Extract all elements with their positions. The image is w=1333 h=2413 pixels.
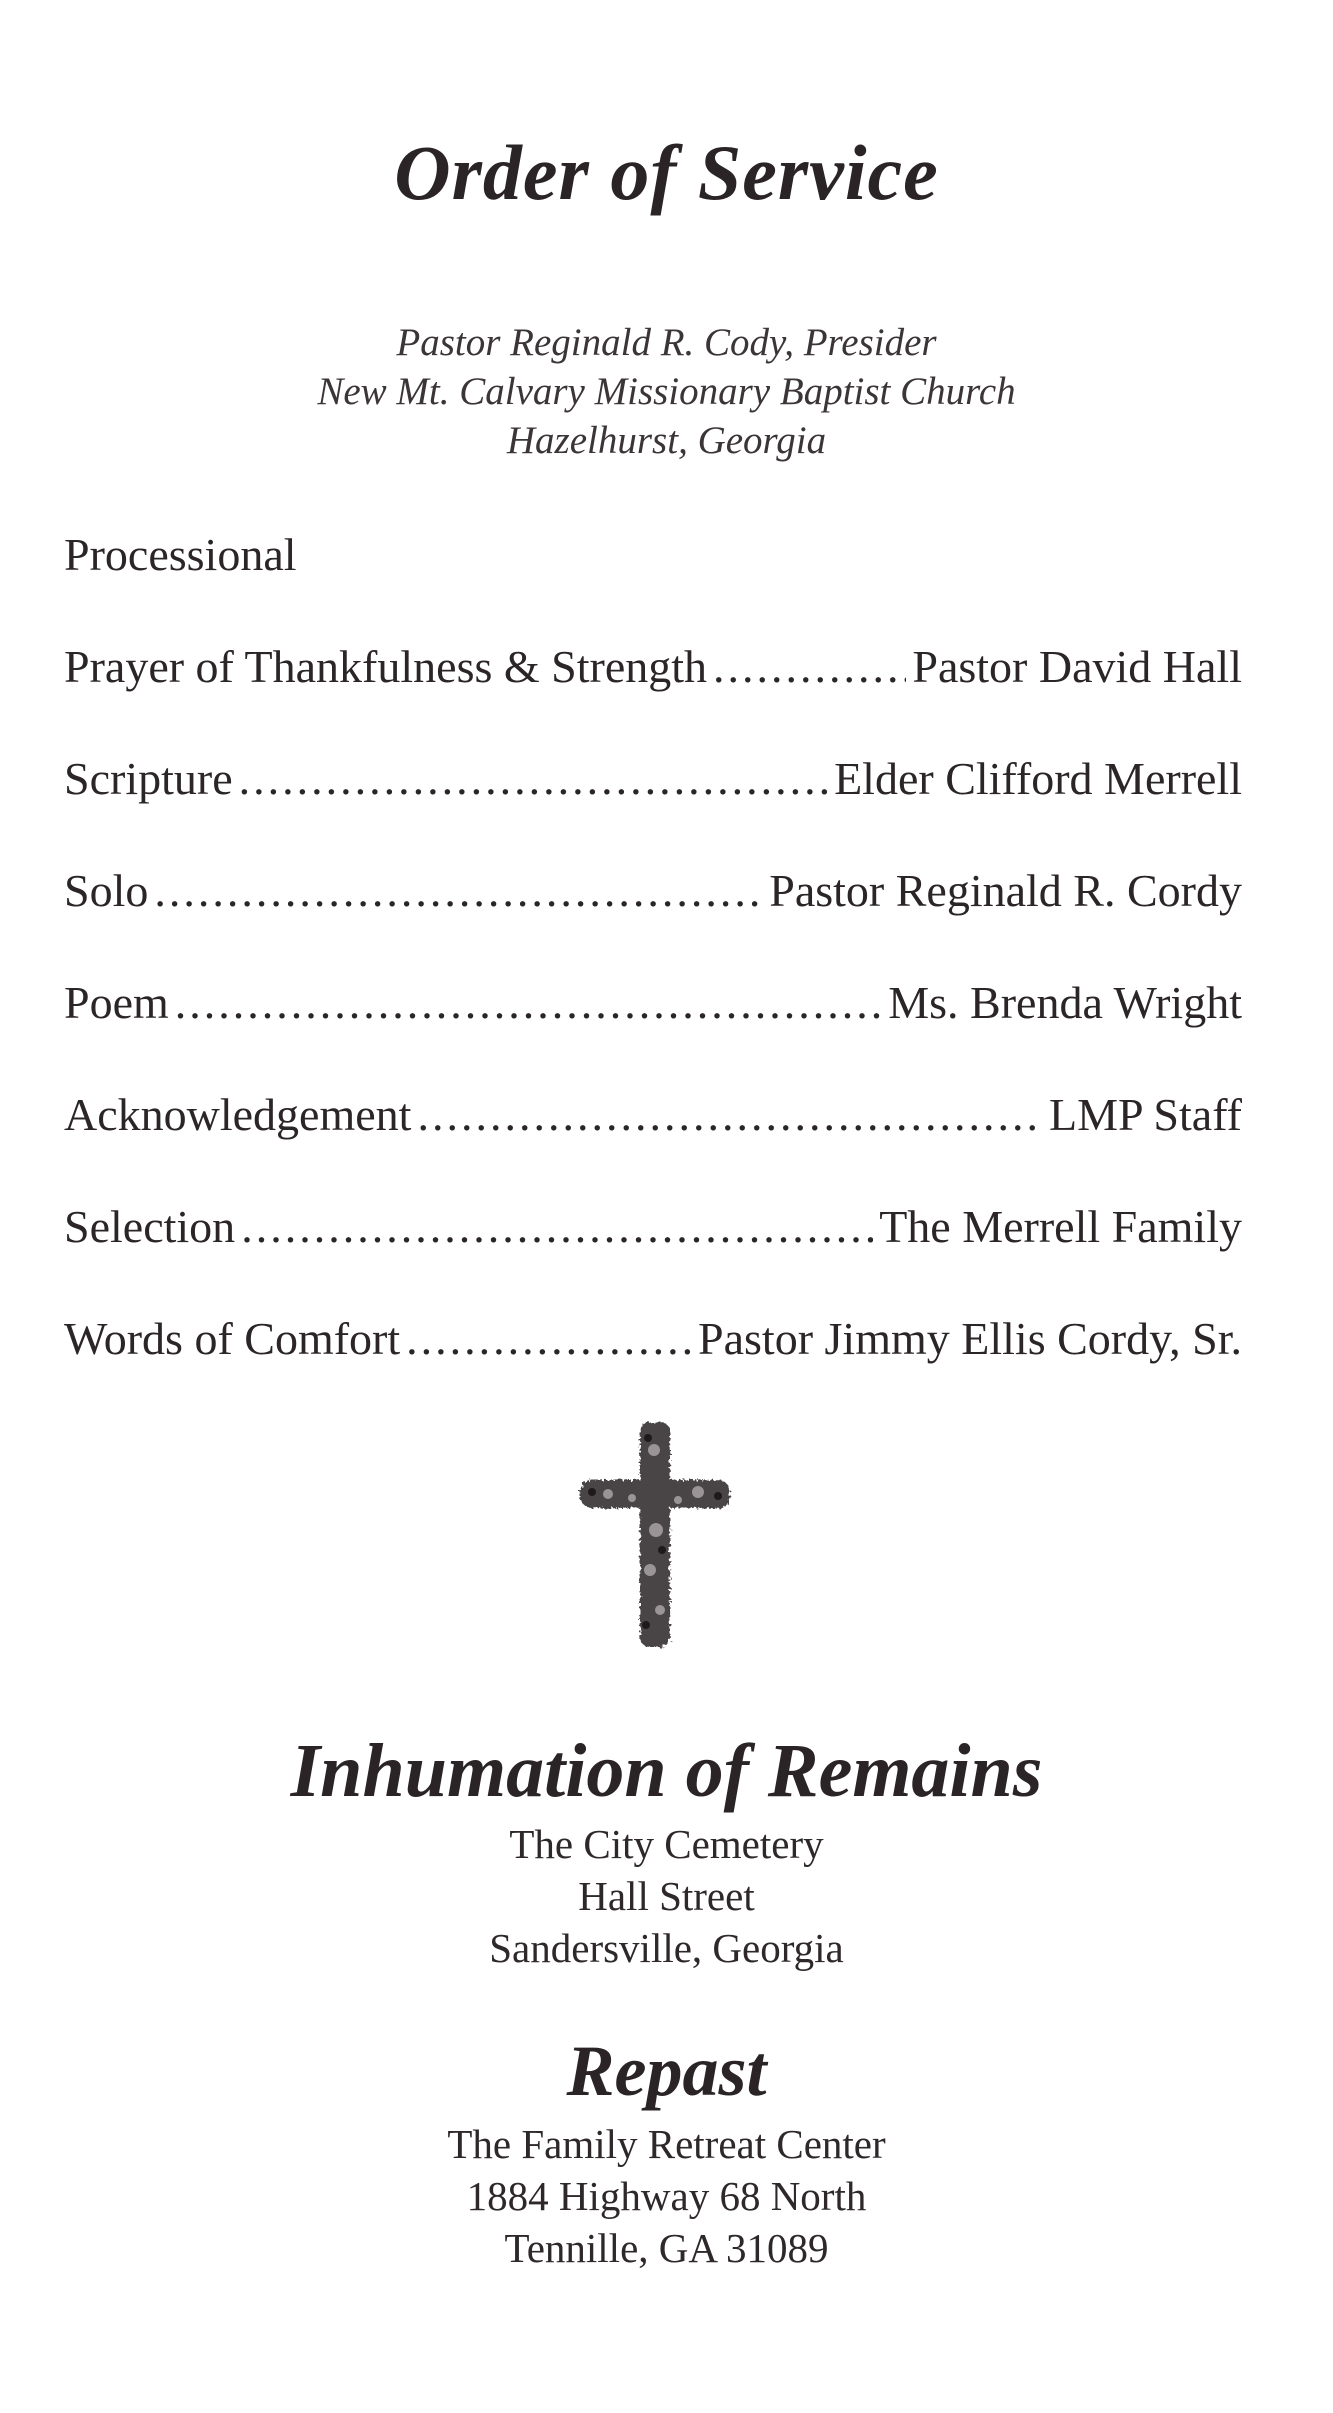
cemetery-street: Hall Street	[578, 1873, 755, 1919]
program-item-words-of-comfort	[64, 1309, 1242, 1369]
program-item-participant: LMP Staff	[1049, 1089, 1242, 1140]
program-item-part: Scripture	[64, 753, 233, 804]
program-item-part: Poem	[64, 977, 169, 1028]
program-item-part: Prayer of Thankfulness & Strength	[64, 641, 708, 692]
program-item-selection	[64, 1197, 1242, 1257]
program-item-poem	[64, 973, 1242, 1033]
dot-leader	[175, 973, 882, 1033]
program-item-participant: Pastor David Hall	[912, 641, 1242, 692]
repast-city: Tennille, GA 31089	[504, 2225, 829, 2271]
program-item-processional	[64, 525, 1242, 585]
program-item-solo	[64, 861, 1242, 921]
dot-leader	[406, 1309, 692, 1369]
presider-name: Pastor Reginald R. Cody, Presider	[396, 321, 937, 364]
cross-icon	[568, 1410, 748, 1660]
dot-leader	[154, 861, 763, 921]
repast-heading: Repast	[566, 2031, 767, 2111]
dot-leader	[239, 749, 828, 809]
repast-venue: The Family Retreat Center	[447, 2121, 886, 2167]
repast-address	[0, 2118, 1333, 2274]
dot-leader	[241, 1197, 873, 1257]
program-item-part: Solo	[64, 865, 149, 916]
dot-leader	[713, 637, 906, 697]
program-item-part: Selection	[64, 1201, 236, 1252]
church-name: New Mt. Calvary Missionary Baptist Church	[317, 370, 1016, 413]
program-item-part: Acknowledgement	[64, 1089, 412, 1140]
program-item-participant: Pastor Reginald R. Cordy	[769, 865, 1242, 916]
dot-leader	[417, 1085, 1043, 1145]
program-item-participant: Elder Clifford Merrell	[834, 753, 1242, 804]
church-location: Hazelhurst, Georgia	[506, 419, 827, 462]
program-item-prayer	[64, 637, 1242, 697]
repast-street: 1884 Highway 68 North	[466, 2173, 867, 2219]
program-item-scripture	[64, 749, 1242, 809]
inhumation-heading: Inhumation of Remains	[290, 1729, 1043, 1813]
cemetery-name: The City Cemetery	[509, 1821, 824, 1867]
program-item-participant: The Merrell Family	[879, 1201, 1242, 1252]
program-item-part: Words of Comfort	[64, 1313, 401, 1364]
presider-block	[0, 318, 1333, 465]
inhumation-address	[0, 1818, 1333, 1974]
program-item-participant: Ms. Brenda Wright	[888, 977, 1242, 1028]
program-item-participant: Pastor Jimmy Ellis Cordy, Sr.	[698, 1313, 1242, 1364]
page-title: Order of Service	[394, 129, 939, 216]
program-item-acknowledgement	[64, 1085, 1242, 1145]
program-item-part: Processional	[64, 529, 297, 580]
cemetery-city: Sandersville, Georgia	[489, 1925, 844, 1971]
